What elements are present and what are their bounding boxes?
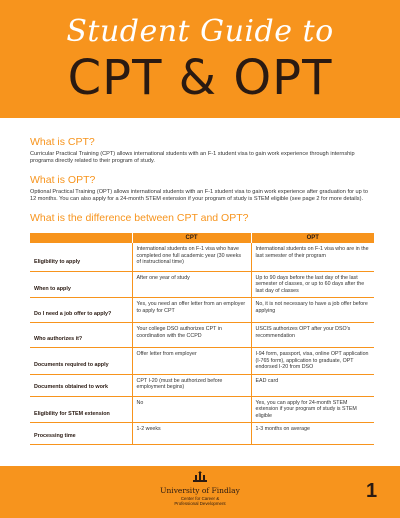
table-row xyxy=(30,396,374,423)
opt-cell: USCIS authorizes OPT after your DSO's recommendation xyxy=(251,323,374,348)
opt-cell: 1-3 months on average xyxy=(251,423,374,445)
cpt-cell: Yes, you need an offer letter from an employer to apply for CPT xyxy=(132,298,251,323)
cpt-cell: After one year of study xyxy=(132,271,251,298)
intro-sections xyxy=(30,136,374,229)
header-cpt: CPT xyxy=(132,233,251,243)
header-blank xyxy=(30,233,132,243)
table-row xyxy=(30,374,374,396)
cpt-cell: Offer letter from employer xyxy=(132,348,251,375)
row-label: Eligibility to apply xyxy=(30,243,132,271)
opt-cell: EAD card xyxy=(251,374,374,396)
table-row xyxy=(30,323,374,348)
table-row xyxy=(30,298,374,323)
opt-cell: I-94 form, passport, visa, online OPT application (I-765 form), application to graduate, OPT endorsed I-20 from DSO xyxy=(251,348,374,375)
opt-cell: Yes, you can apply for 24-month STEM extension if your program of study is STEM eligible xyxy=(251,396,374,423)
row-label: Processing time xyxy=(30,423,132,445)
table-row xyxy=(30,423,374,445)
opt-description: Optional Practical Training (OPT) allows international students with an F-1 student visa to gain work experience after graduation for up to 12 months. You can also apply for a 24-month STEM extension if your program of study is STEM eligible (see page 2 for more details). xyxy=(30,188,368,203)
footer-banner xyxy=(0,466,400,518)
difference-heading: What is the difference between CPT and OPT? xyxy=(30,211,249,224)
cpt-description: Curricular Practical Training (CPT) allows international students with an F-1 student visa to gain work experience through internship programs directly related to their program of study. xyxy=(30,151,355,165)
cpt-heading: What is CPT? xyxy=(30,136,95,148)
opt-cell: International students on F-1 visa who are in the last semester of their program xyxy=(251,243,374,271)
university-name: University of Findlay xyxy=(160,486,240,495)
cpt-cell: CPT I-20 (must be authorized before employment begins) xyxy=(132,374,251,396)
row-label: Who authorizes it? xyxy=(30,323,132,348)
table-row xyxy=(30,271,374,298)
row-label: Documents obtained to work xyxy=(30,374,132,396)
page-number: 1 xyxy=(366,480,378,502)
table-row xyxy=(30,243,374,271)
department-line-2: Professional Development xyxy=(174,501,226,506)
table-header-row xyxy=(30,233,374,243)
cpt-cell: No xyxy=(132,396,251,423)
university-tower-icon xyxy=(192,471,208,483)
cpt-cell: Your college DSO authorizes CPT in coordination with the CCPD xyxy=(132,323,251,348)
row-label: When to apply xyxy=(30,271,132,298)
opt-cell: No, it is not necessary to have a job offer before applying xyxy=(251,298,374,323)
header-opt: OPT xyxy=(251,233,374,243)
script-title: Student Guide to xyxy=(66,14,334,49)
cpt-cell: 1-2 weeks xyxy=(132,423,251,445)
opt-cell: Up to 90 days before the last day of the last semester of classes, or up to 60 days after the last day of classes xyxy=(251,271,374,298)
header-banner xyxy=(0,0,400,118)
row-label: Do I need a job offer to apply? xyxy=(30,298,132,323)
row-label: Documents required to apply xyxy=(30,348,132,375)
table-row xyxy=(30,348,374,375)
cpt-cell: International students on F-1 visa who have completed one full academic year (30 weeks of instructional time) xyxy=(132,243,251,271)
main-title: CPT & OPT xyxy=(67,50,333,106)
comparison-table xyxy=(30,233,374,445)
row-label: Eligibility for STEM extension xyxy=(30,396,132,423)
department-line-1: Center for Career & xyxy=(180,496,220,501)
department-name xyxy=(0,496,400,506)
opt-heading: What is OPT? xyxy=(30,173,96,186)
